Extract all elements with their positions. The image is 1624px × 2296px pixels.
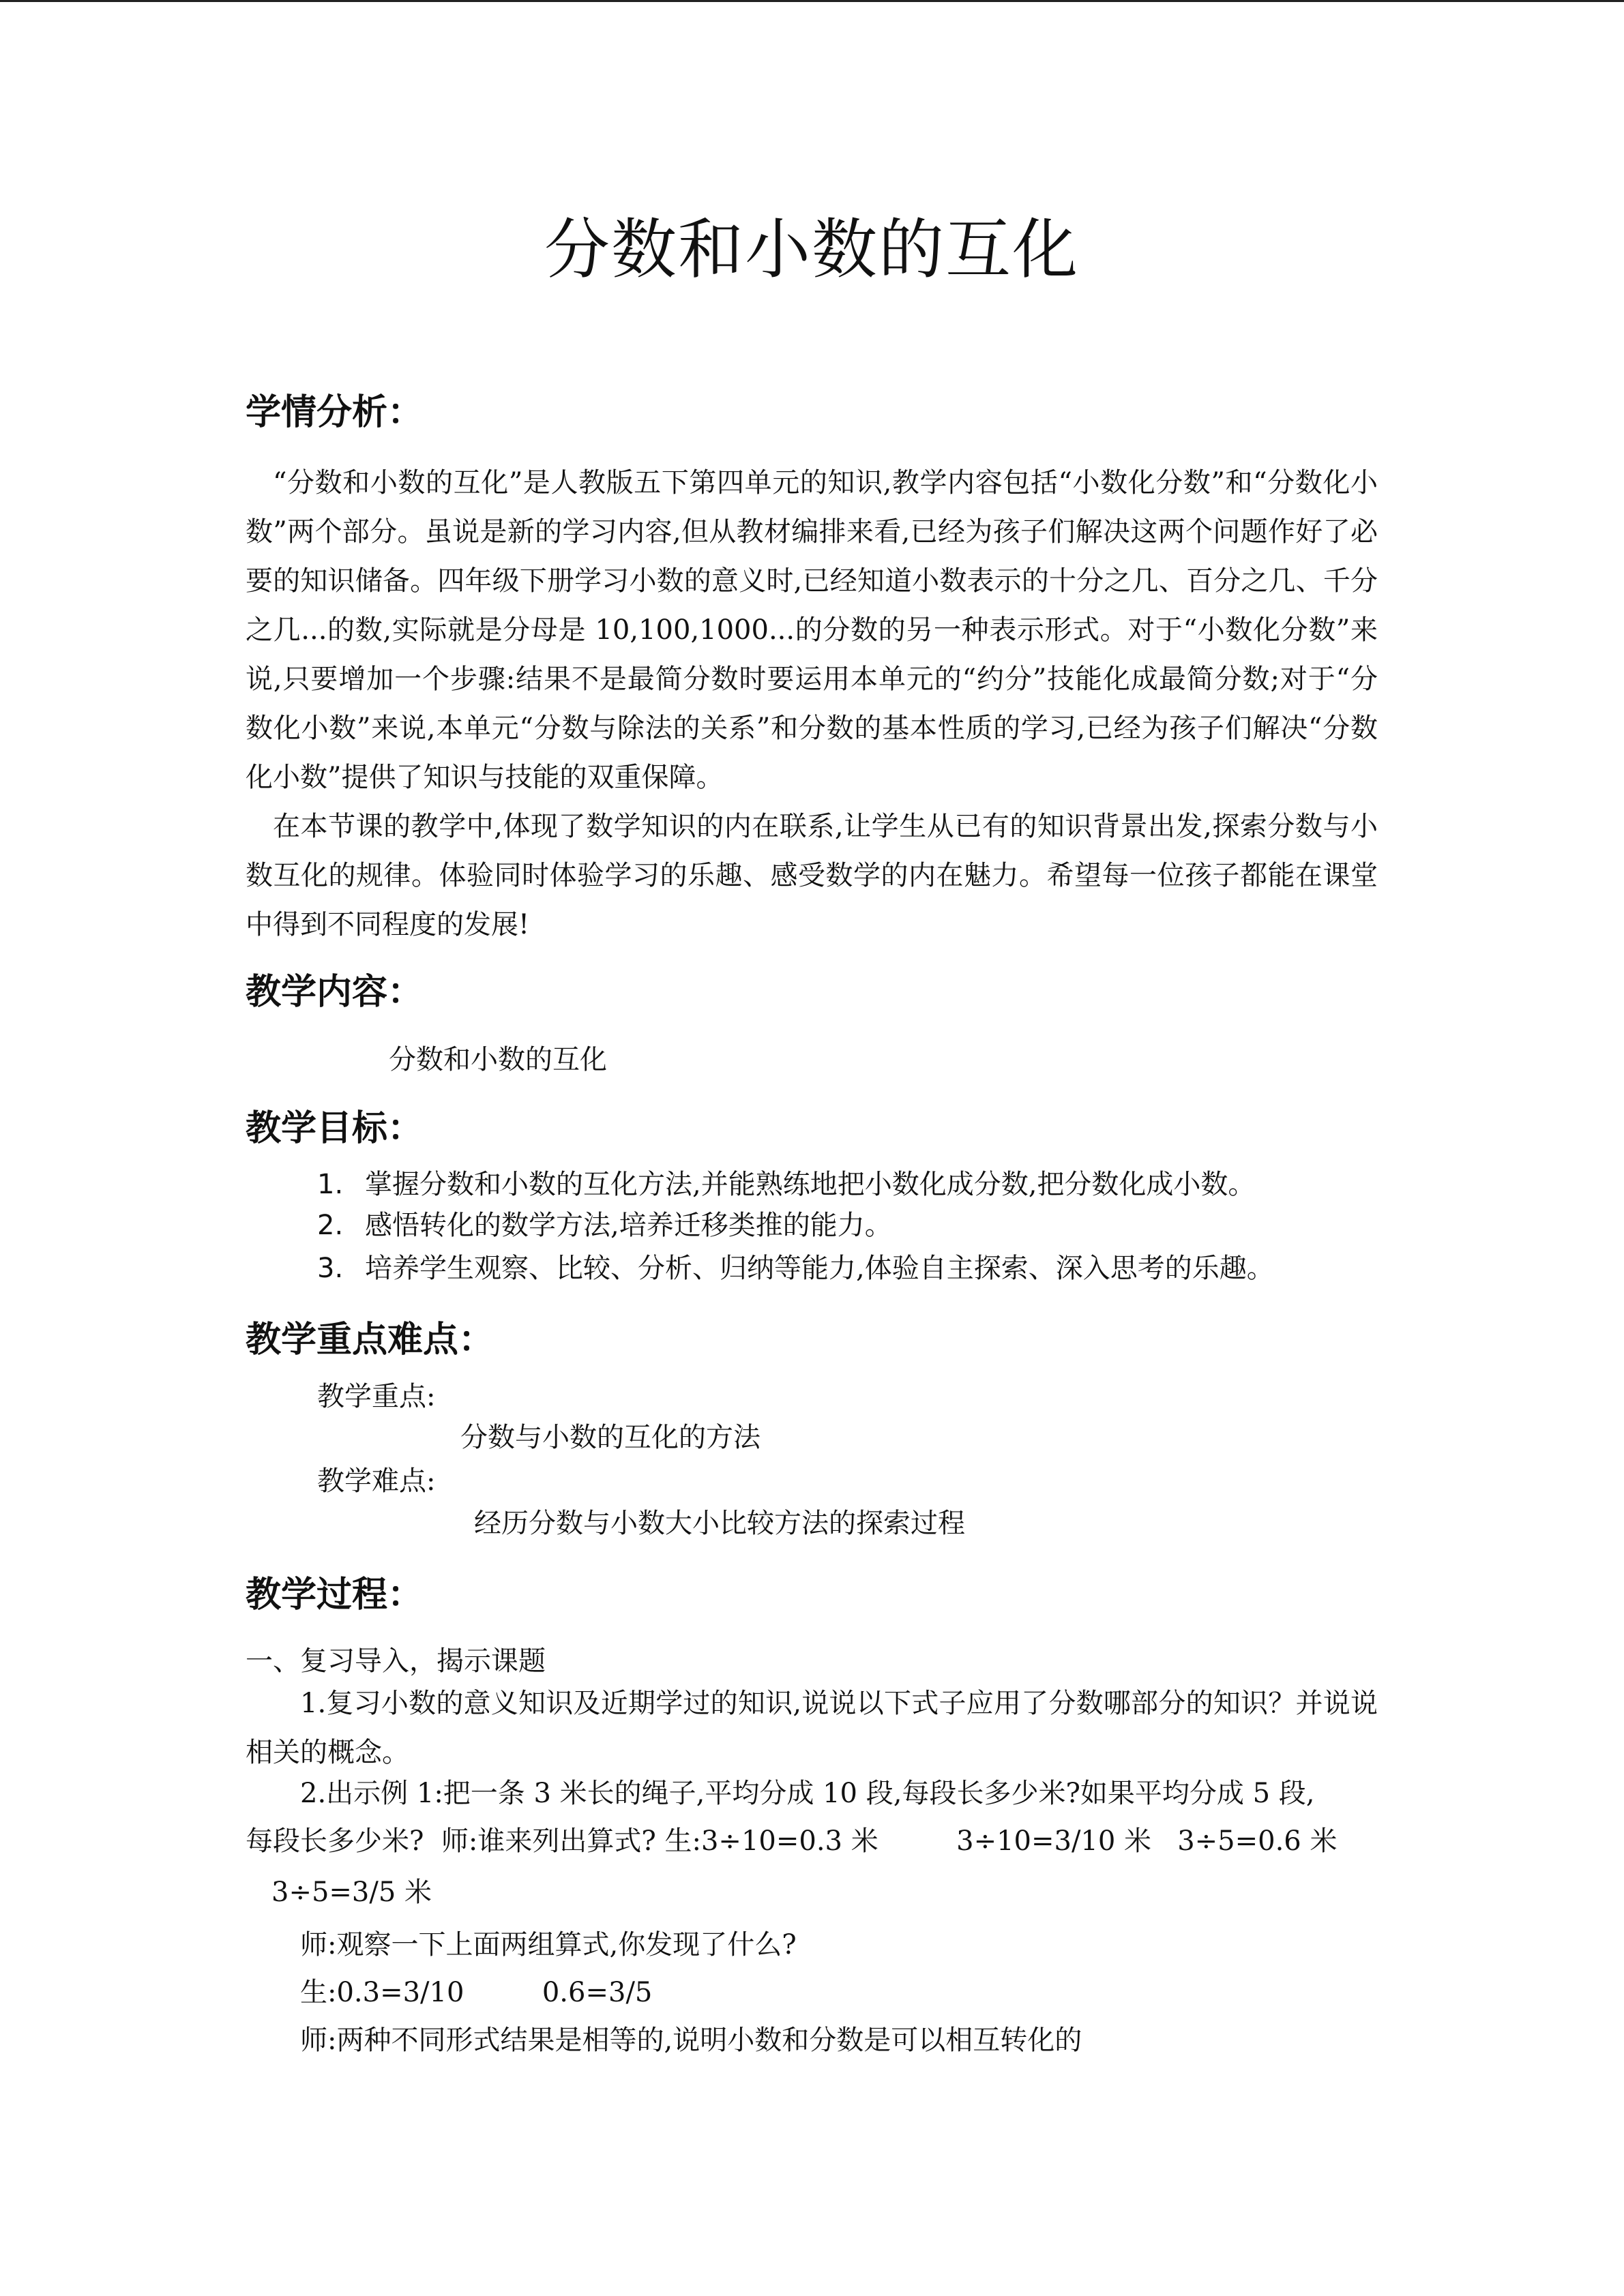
goal-number: 3. bbox=[317, 1253, 344, 1284]
student-line: 生:0.3=3/10 0.6=3/5 bbox=[300, 1977, 653, 2008]
teacher-line: 师:观察一下上面两组算式,你发现了什么? bbox=[300, 1929, 797, 1960]
document-title: 分数和小数的互化 bbox=[544, 211, 1079, 288]
heading-process: 教学过程： bbox=[246, 1575, 424, 1615]
focus-text: 分数与小数的互化的方法 bbox=[460, 1422, 761, 1453]
process-item-2-line-3: 3÷5=3/5 米 bbox=[271, 1877, 432, 1908]
goal-number: 2. bbox=[317, 1210, 344, 1241]
process-step-title: 一、复习导入，揭示课题 bbox=[246, 1645, 546, 1677]
heading-analysis: 学情分析： bbox=[246, 392, 424, 433]
process-item-1: 1.复习小数的意义知识及近期学过的知识,说说以下式子应用了分数哪部分的知识？并说说相关的概念。 bbox=[246, 1688, 1378, 1768]
goal-item bbox=[317, 1164, 1255, 1205]
content-text: 分数和小数的互化 bbox=[389, 1044, 607, 1075]
goal-item bbox=[317, 1248, 1274, 1289]
heading-content: 教学内容： bbox=[246, 972, 424, 1013]
difficulty-label: 教学难点: bbox=[317, 1465, 436, 1497]
goal-number: 1. bbox=[317, 1169, 344, 1200]
process-item-2-line-1: 2.出示例 1:把一条 3 米长的绳子,平均分成 10 段,每段长多少米?如果平均分成 5 段, bbox=[300, 1778, 1315, 1809]
goal-item bbox=[317, 1205, 892, 1246]
goal-text: 培养学生观察、比较、分析、归纳等能力,体验自主探索、深入思考的乐趣。 bbox=[365, 1253, 1274, 1284]
heading-goals: 教学目标： bbox=[246, 1108, 424, 1149]
difficulty-text: 经历分数与小数大小比较方法的探索过程 bbox=[474, 1508, 965, 1539]
analysis-paragraph-2: 在本节课的教学中,体现了数学知识的内在联系,让学生从已有的知识背景出发,探索分数与小数互化的规律。体验同时体验学习的乐趣、感受数学的内在魅力。希望每一位孩子都能在课堂中得到不同程度的发展! bbox=[246, 811, 1378, 940]
goal-text: 感悟转化的数学方法,培养迁移类推的能力。 bbox=[365, 1210, 892, 1241]
top-border bbox=[0, 0, 1624, 2]
focus-label: 教学重点: bbox=[317, 1381, 436, 1412]
goal-text: 掌握分数和小数的互化方法,并能熟练地把小数化成分数,把分数化成小数。 bbox=[365, 1169, 1256, 1200]
heading-keypoints: 教学重点难点： bbox=[246, 1320, 494, 1360]
analysis-paragraph-1: “分数和小数的互化”是人教版五下第四单元的知识,教学内容包括“小数化分数”和“分数化小数”两个部分。虽说是新的学习内容,但从教材编排来看,已经为孩子们解决这两个问题作好了必要的知识储备。四年级下册学习小数的意义时,已经知道小数表示的十分之几、百分之几、千分之几...的数,实际就是分母是 10,100,1000...的分数的另一种表示形式。对于“小数化分数”来说,只要增加一个步骤:结果不是最简分数时要运用本单元的“约分”技能化成最简分数;对于“分数化小数”来说,本单元“分数与除法的关系”和分数的基本性质的学习,已经为孩子们解决“分数化小数”提供了知识与技能的双重保障。 bbox=[246, 467, 1378, 793]
process-item-2-line-2: 每段长多少米? 师:谁来列出算式? 生:3÷10=0.3 米 3÷10=3/10 米 3÷5=0.6 米 bbox=[246, 1825, 1338, 1857]
teacher-line: 师:两种不同形式结果是相等的,说明小数和分数是可以相互转化的 bbox=[300, 2025, 1082, 2056]
